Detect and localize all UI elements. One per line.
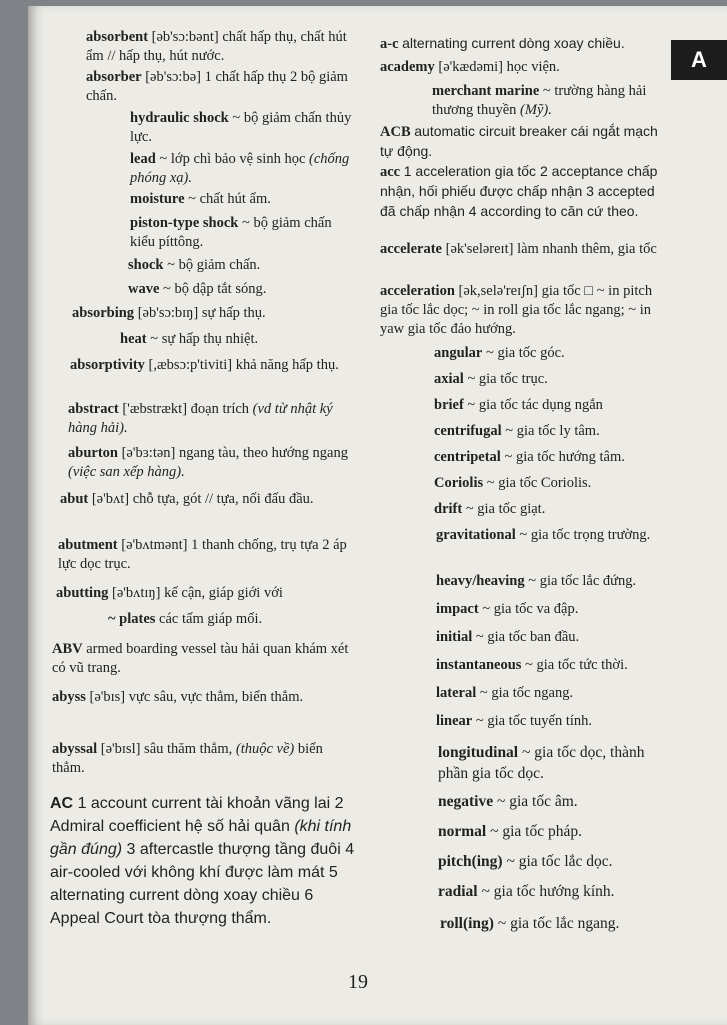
dictionary-entry: academy [ə'kædəmi] học viện. bbox=[380, 59, 560, 75]
sub-entry: brief ~ gia tốc tác dụng ngắn bbox=[434, 397, 603, 413]
sub-entry: pitch(ing) ~ gia tốc lắc dọc. bbox=[438, 853, 613, 870]
sub-entry: heat ~ sự hấp thụ nhiệt. bbox=[120, 331, 259, 347]
thumb-index-tab: A bbox=[671, 40, 727, 80]
dictionary-entry: abutment [ə'bʌtmənt] 1 thanh chống, trụ tựa 2 áp lực dọc trục. bbox=[58, 537, 347, 572]
sub-entry: gravitational ~ gia tốc trọng trường. bbox=[436, 527, 651, 543]
sub-entry: wave ~ bộ dập tắt sóng. bbox=[128, 281, 267, 297]
sub-entry: longitudinal ~ gia tốc dọc, thành phần gia tốc dọc. bbox=[438, 744, 645, 782]
sub-entry: lateral ~ gia tốc ngang. bbox=[436, 685, 574, 701]
dictionary-entry: a-c alternating current dòng xoay chiều. bbox=[380, 35, 625, 52]
sub-entry: Coriolis ~ gia tốc Coriolis. bbox=[434, 475, 592, 491]
sub-entry: initial ~ gia tốc ban đầu. bbox=[436, 629, 580, 645]
dictionary-entry: absorptivity [,æbsɔ:p'tiviti] khả năng hấp thụ. bbox=[70, 357, 339, 373]
sub-entry: merchant marine ~ trường hàng hải thương thuyền (Mỹ). bbox=[432, 83, 647, 118]
dictionary-entry: absorber [əb'sɔ:bə] 1 chất hấp thụ 2 bộ giảm chấn. bbox=[86, 69, 348, 104]
sub-entry: shock ~ bộ giảm chấn. bbox=[128, 257, 261, 273]
sub-entry: axial ~ gia tốc trục. bbox=[434, 371, 548, 387]
sub-entry: moisture ~ chất hút ẩm. bbox=[130, 191, 271, 207]
page-number: 19 bbox=[348, 971, 368, 993]
dictionary-entry: abstract ['æbstrækt] đoạn trích (vd từ nhật ký hàng hải). bbox=[68, 401, 333, 436]
sub-entry: lead ~ lớp chì bảo vệ sinh học (chống phóng xạ). bbox=[130, 151, 350, 186]
dictionary-entry: aburton [ə'bɜ:tən] ngang tàu, theo hướng ngang (việc san xếp hàng). bbox=[68, 445, 348, 480]
dictionary-entry: absorbing [əb'sɔ:bɪŋ] sự hấp thụ. bbox=[72, 305, 266, 321]
dictionary-page bbox=[28, 6, 727, 1025]
sub-entry: centrifugal ~ gia tốc ly tâm. bbox=[434, 423, 600, 439]
dictionary-entry: acceleration [ək,selə'reɪʃn] gia tốc □ ~ in pitch gia tốc lắc dọc; ~ in roll gia tốc lắc ngang; ~ in yaw gia tốc đảo hướng. bbox=[380, 283, 653, 337]
sub-entry: ~ plates các tấm giáp mối. bbox=[108, 611, 263, 627]
sub-entry: radial ~ gia tốc hướng kính. bbox=[438, 883, 615, 900]
dictionary-entry: absorbent [əb'sɔ:bənt] chất hấp thụ, chất hút ẩm // hấp thụ, hút nước. bbox=[86, 29, 347, 64]
sub-entry: piston-type shock ~ bộ giảm chấn kiểu píttông. bbox=[130, 215, 332, 250]
dictionary-entry: abut [ə'bʌt] chỗ tựa, gót // tựa, nối đấu đầu. bbox=[60, 491, 314, 507]
dictionary-entry: acc 1 acceleration gia tốc 2 acceptance chấp nhận, hối phiếu được chấp nhận 3 accepted đã chấp nhận 4 according to căn cứ theo. bbox=[380, 163, 658, 219]
sub-entry: instantaneous ~ gia tốc tức thời. bbox=[436, 657, 628, 673]
dictionary-entry: AC 1 account current tài khoản vãng lai 2 Admiral coefficient hệ số hải quân (khi tính gần đúng) 3 aftercastle thượng tầng đuôi 4 air-cooled với không khí được làm mát 5 alternating current dòng xoay chiều 6 Appeal Court tòa thượng thẩm. bbox=[50, 795, 355, 927]
sub-entry: linear ~ gia tốc tuyến tính. bbox=[436, 713, 593, 729]
sub-entry: drift ~ gia tốc giạt. bbox=[434, 501, 546, 517]
sub-entry: centripetal ~ gia tốc hướng tâm. bbox=[434, 449, 625, 465]
sub-entry: impact ~ gia tốc va đập. bbox=[436, 601, 579, 617]
dictionary-entry: accelerate [ək'seləreɪt] làm nhanh thêm, gia tốc bbox=[380, 241, 657, 257]
sub-entry: hydraulic shock ~ bộ giảm chấn thủy lực. bbox=[130, 110, 352, 145]
dictionary-entry: ABV armed boarding vessel tàu hải quan khám xét có vũ trang. bbox=[52, 641, 349, 676]
sub-entry: roll(ing) ~ gia tốc lắc ngang. bbox=[440, 915, 620, 932]
dictionary-entry: abyssal [ə'bɪsl] sâu thăm thẳm, (thuộc về) biển thẳm. bbox=[52, 741, 323, 776]
dictionary-entry: abutting [ə'bʌtɪŋ] kế cận, giáp giới với bbox=[56, 585, 283, 601]
dictionary-entry: abyss [ə'bɪs] vực sâu, vực thẳm, biển thẳm. bbox=[52, 689, 304, 705]
sub-entry: heavy/heaving ~ gia tốc lắc đứng. bbox=[436, 573, 637, 589]
sub-entry: negative ~ gia tốc âm. bbox=[438, 793, 578, 810]
sub-entry: normal ~ gia tốc pháp. bbox=[438, 823, 582, 840]
dictionary-entry: ACB automatic circuit breaker cái ngắt mạch tự động. bbox=[380, 123, 658, 159]
sub-entry: angular ~ gia tốc góc. bbox=[434, 345, 565, 361]
